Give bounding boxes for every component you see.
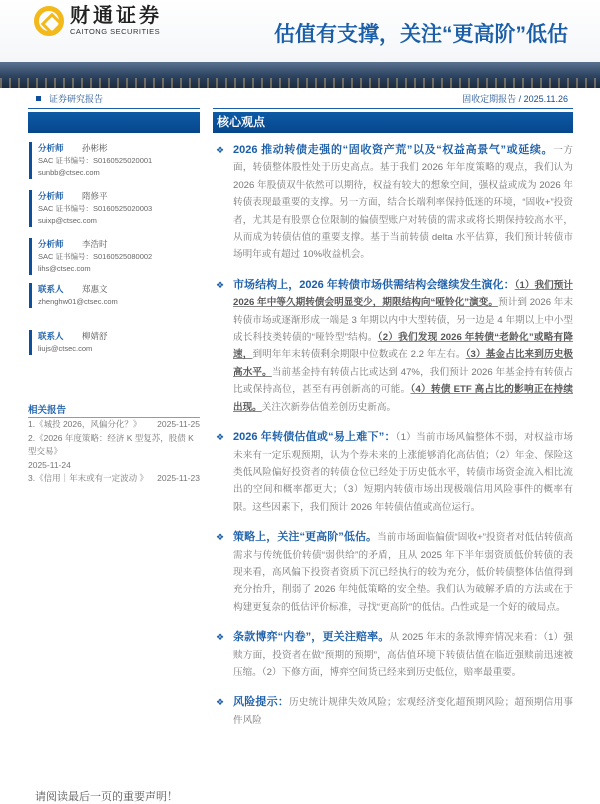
analyst-name: 郑惠文 xyxy=(82,284,108,294)
analyst-email[interactable]: liujs@ctsec.com xyxy=(38,344,93,353)
related-report-date: 2025-11-25 xyxy=(157,419,200,429)
related-reports xyxy=(28,402,200,486)
item-heading: 2026 年转债估值或“易上难下”： xyxy=(233,431,396,444)
item-text: 一方面，转债整体股性处于历史高点。基于我们 2026 年年度策略的观点，我们认为 2026 年股债双牛依然可以期待，权益有较大的想象空间，强权益或成为 2026 年转债表现最重要的支撑。另一方面，结合长端利率保持低迷的环境，“固收+”投资者，尤其是有股票仓位限制的偏债型账户对转债的需求或将长期保持较高水平，从而成为转债估值的重要支撑。基于当前转债 delta 水平估算，我们预计转债市场明年或有超过 10%收益机会。 xyxy=(233,145,574,261)
item-text: 关注次新券估值差创历史新高。 xyxy=(261,401,397,413)
disclaimer-notice: 请阅读最后一页的重要声明！ xyxy=(35,791,178,803)
item-heading: 条款博弈“内卷”，更关注赔率。 xyxy=(233,631,390,644)
diamond-bullet-icon: ❖ xyxy=(216,145,225,155)
report-header xyxy=(0,0,600,62)
related-report-title: 2.《2026 年度策略：经济 K 型复苏，股债 K 型交易》 xyxy=(28,432,194,456)
item-text: （1）当前市场风偏整体不弱，对权益市场未来有一定乐观预期，认为个券未来的上涨能够消化高估值；（2）年金、保险这类低风险偏好投资者的转债仓位已经处于历史低水平，转债市场资金流入相比流出的空间和概率都更大；（3）短期内转债市场出现极端信用风险事件的概率有限。这些因素下，我们预计 2026 年转债估值或高位运行。 xyxy=(233,432,573,513)
sidebar-header-bar xyxy=(28,112,200,133)
item-emphasis: （4）转债 ETF 高占比的影响正在持续出现。 xyxy=(233,384,573,413)
core-view-item xyxy=(213,429,573,516)
item-heading: 2026 推动转债走强的“固收资产荒”以及“权益高景气”或延续。 xyxy=(233,144,554,156)
item-heading: 风险提示： xyxy=(233,696,290,709)
item-heading: 策略上，关注“更高阶”低估。 xyxy=(233,531,378,544)
related-report-date: 2025-11-24 xyxy=(28,459,71,470)
core-view-item xyxy=(213,142,573,264)
item-text: 当前市场面临偏债“固收+”投资者对低估转债高需求与传统低价转债“弱供给”的矛盾，且从 2025 年下半年弱资质低价转债的表现来看，高风偏下投资者资质下沉已经执行的较为充分，低价转债整体估值得到充分抬升，削弱了 2026 年纯低策略的安全垫。我们认为破解矛盾的方法或在于构建更复杂的低估评价标准，寻找“更高阶”的低估。凸性或是一个好的破局点。 xyxy=(233,532,573,613)
item-heading: 市场结构上，2026 年转债市场供需结构会继续发生演化： xyxy=(233,278,515,291)
analyst-card xyxy=(29,238,152,275)
related-report-title: 3.《信用｜年末或有一定波动 》 xyxy=(28,473,148,483)
city-banner-image xyxy=(0,62,600,88)
subheader xyxy=(0,92,600,106)
analyst-role: 分析师 xyxy=(38,239,64,249)
analyst-email[interactable]: zhenghw01@ctsec.com xyxy=(38,297,118,306)
analyst-name: 隋修平 xyxy=(82,191,108,201)
item-text: 预计到 2026 年末转债市场或逐渐形成一端是 3 年期以内中大型转债，另一边是 4 年期以上中小型成长科技类转债的“哑铃型”结构。 xyxy=(233,297,573,344)
core-view-item xyxy=(213,629,573,681)
analyst-card xyxy=(29,190,152,227)
analyst-role-name xyxy=(38,190,152,203)
diamond-bullet-icon: ❖ xyxy=(216,532,225,543)
section-title: 核心观点 xyxy=(213,112,573,133)
related-report-title: 1.《城投 2026，风偏分化？》 xyxy=(28,419,142,429)
analyst-role-name xyxy=(38,238,152,251)
analyst-email[interactable]: sunbb@ctsec.com xyxy=(38,168,100,177)
analyst-cert: SAC 证书编号：S0160525080002 xyxy=(38,252,153,261)
analyst-role: 分析师 xyxy=(38,191,64,201)
analyst-cert: SAC 证书编号：S0160525020003 xyxy=(38,204,153,213)
diamond-bullet-icon: ❖ xyxy=(216,697,225,708)
analyst-email[interactable]: lihs@ctsec.com xyxy=(38,264,91,273)
related-reports-title: 相关报告 xyxy=(28,402,200,418)
item-emphasis: （1）我们预计 2026 年中等久期转债会明显变少，期限结构向“哑铃化”演变。 xyxy=(233,279,573,309)
core-view-item xyxy=(213,277,573,416)
company-logo xyxy=(34,5,162,36)
logo-cn: 财通证券 xyxy=(70,5,162,27)
analyst-name: 柳婧舒 xyxy=(82,331,108,341)
core-view-item xyxy=(213,529,573,616)
logo-en: CAITONG SECURITIES xyxy=(70,27,161,36)
item-text: 当前基金持有转债占比或达到 47%，我们预计 2026 年基金持有转债占比或保持高位，甚至有再创新高的可能。 xyxy=(233,366,574,396)
diamond-bullet-icon: ❖ xyxy=(216,279,225,290)
related-report-item[interactable] xyxy=(28,418,200,432)
analyst-name: 孙彬彬 xyxy=(82,143,108,153)
core-views xyxy=(213,142,573,742)
related-report-date: 2025-11-23 xyxy=(157,473,200,483)
analyst-name: 李浩时 xyxy=(82,239,108,249)
analyst-role: 联系人 xyxy=(38,284,64,294)
analyst-role-name xyxy=(38,142,152,155)
analyst-email[interactable]: suixp@ctsec.com xyxy=(38,216,97,225)
related-report-item[interactable] xyxy=(28,472,200,486)
report-category-date: 固收定期报告 / 2025.11.26 xyxy=(462,94,568,104)
analyst-card xyxy=(29,283,118,308)
analyst-cert: SAC 证书编号：S0160525020001 xyxy=(38,156,153,165)
analyst-role-name xyxy=(38,330,108,343)
divider xyxy=(28,108,200,109)
analyst-role: 分析师 xyxy=(38,143,64,153)
item-text: 到明年年末转债剩余期限中位数或在 2.2 年左右。 xyxy=(252,349,466,361)
related-report-item[interactable] xyxy=(28,432,200,473)
item-text: 历史统计规律失效风险；宏观经济变化超预期风险；超预期信用事件风险 xyxy=(233,697,574,726)
diamond-bullet-icon: ❖ xyxy=(216,632,225,643)
analyst-role: 联系人 xyxy=(38,331,64,341)
analyst-card xyxy=(29,142,152,179)
square-bullet-icon xyxy=(36,96,41,101)
analyst-card xyxy=(29,330,108,355)
report-type: 证券研究报告 xyxy=(49,94,104,104)
logo-icon xyxy=(34,6,64,36)
core-view-item xyxy=(213,694,573,729)
item-emphasis: （2）我们发现 2026 年转债“老龄化”或略有降速， xyxy=(233,332,573,361)
item-emphasis: （3）基金占比来到历史极高水平。 xyxy=(233,349,574,378)
diamond-bullet-icon: ❖ xyxy=(216,432,225,443)
analyst-role-name xyxy=(38,283,118,296)
report-title: 估值有支撑，关注“更高阶”低估 xyxy=(274,23,568,46)
divider xyxy=(213,108,573,109)
item-text: 从 2025 年末的条款博弈情况来看：（1）强赎方面，投资者在做“预期的预期”，高估值环境下转债估值在临近强赎前迅速被压缩。（2）下修方面，博弈空间货已经来到历史低位，赔率最重要。 xyxy=(233,632,573,678)
